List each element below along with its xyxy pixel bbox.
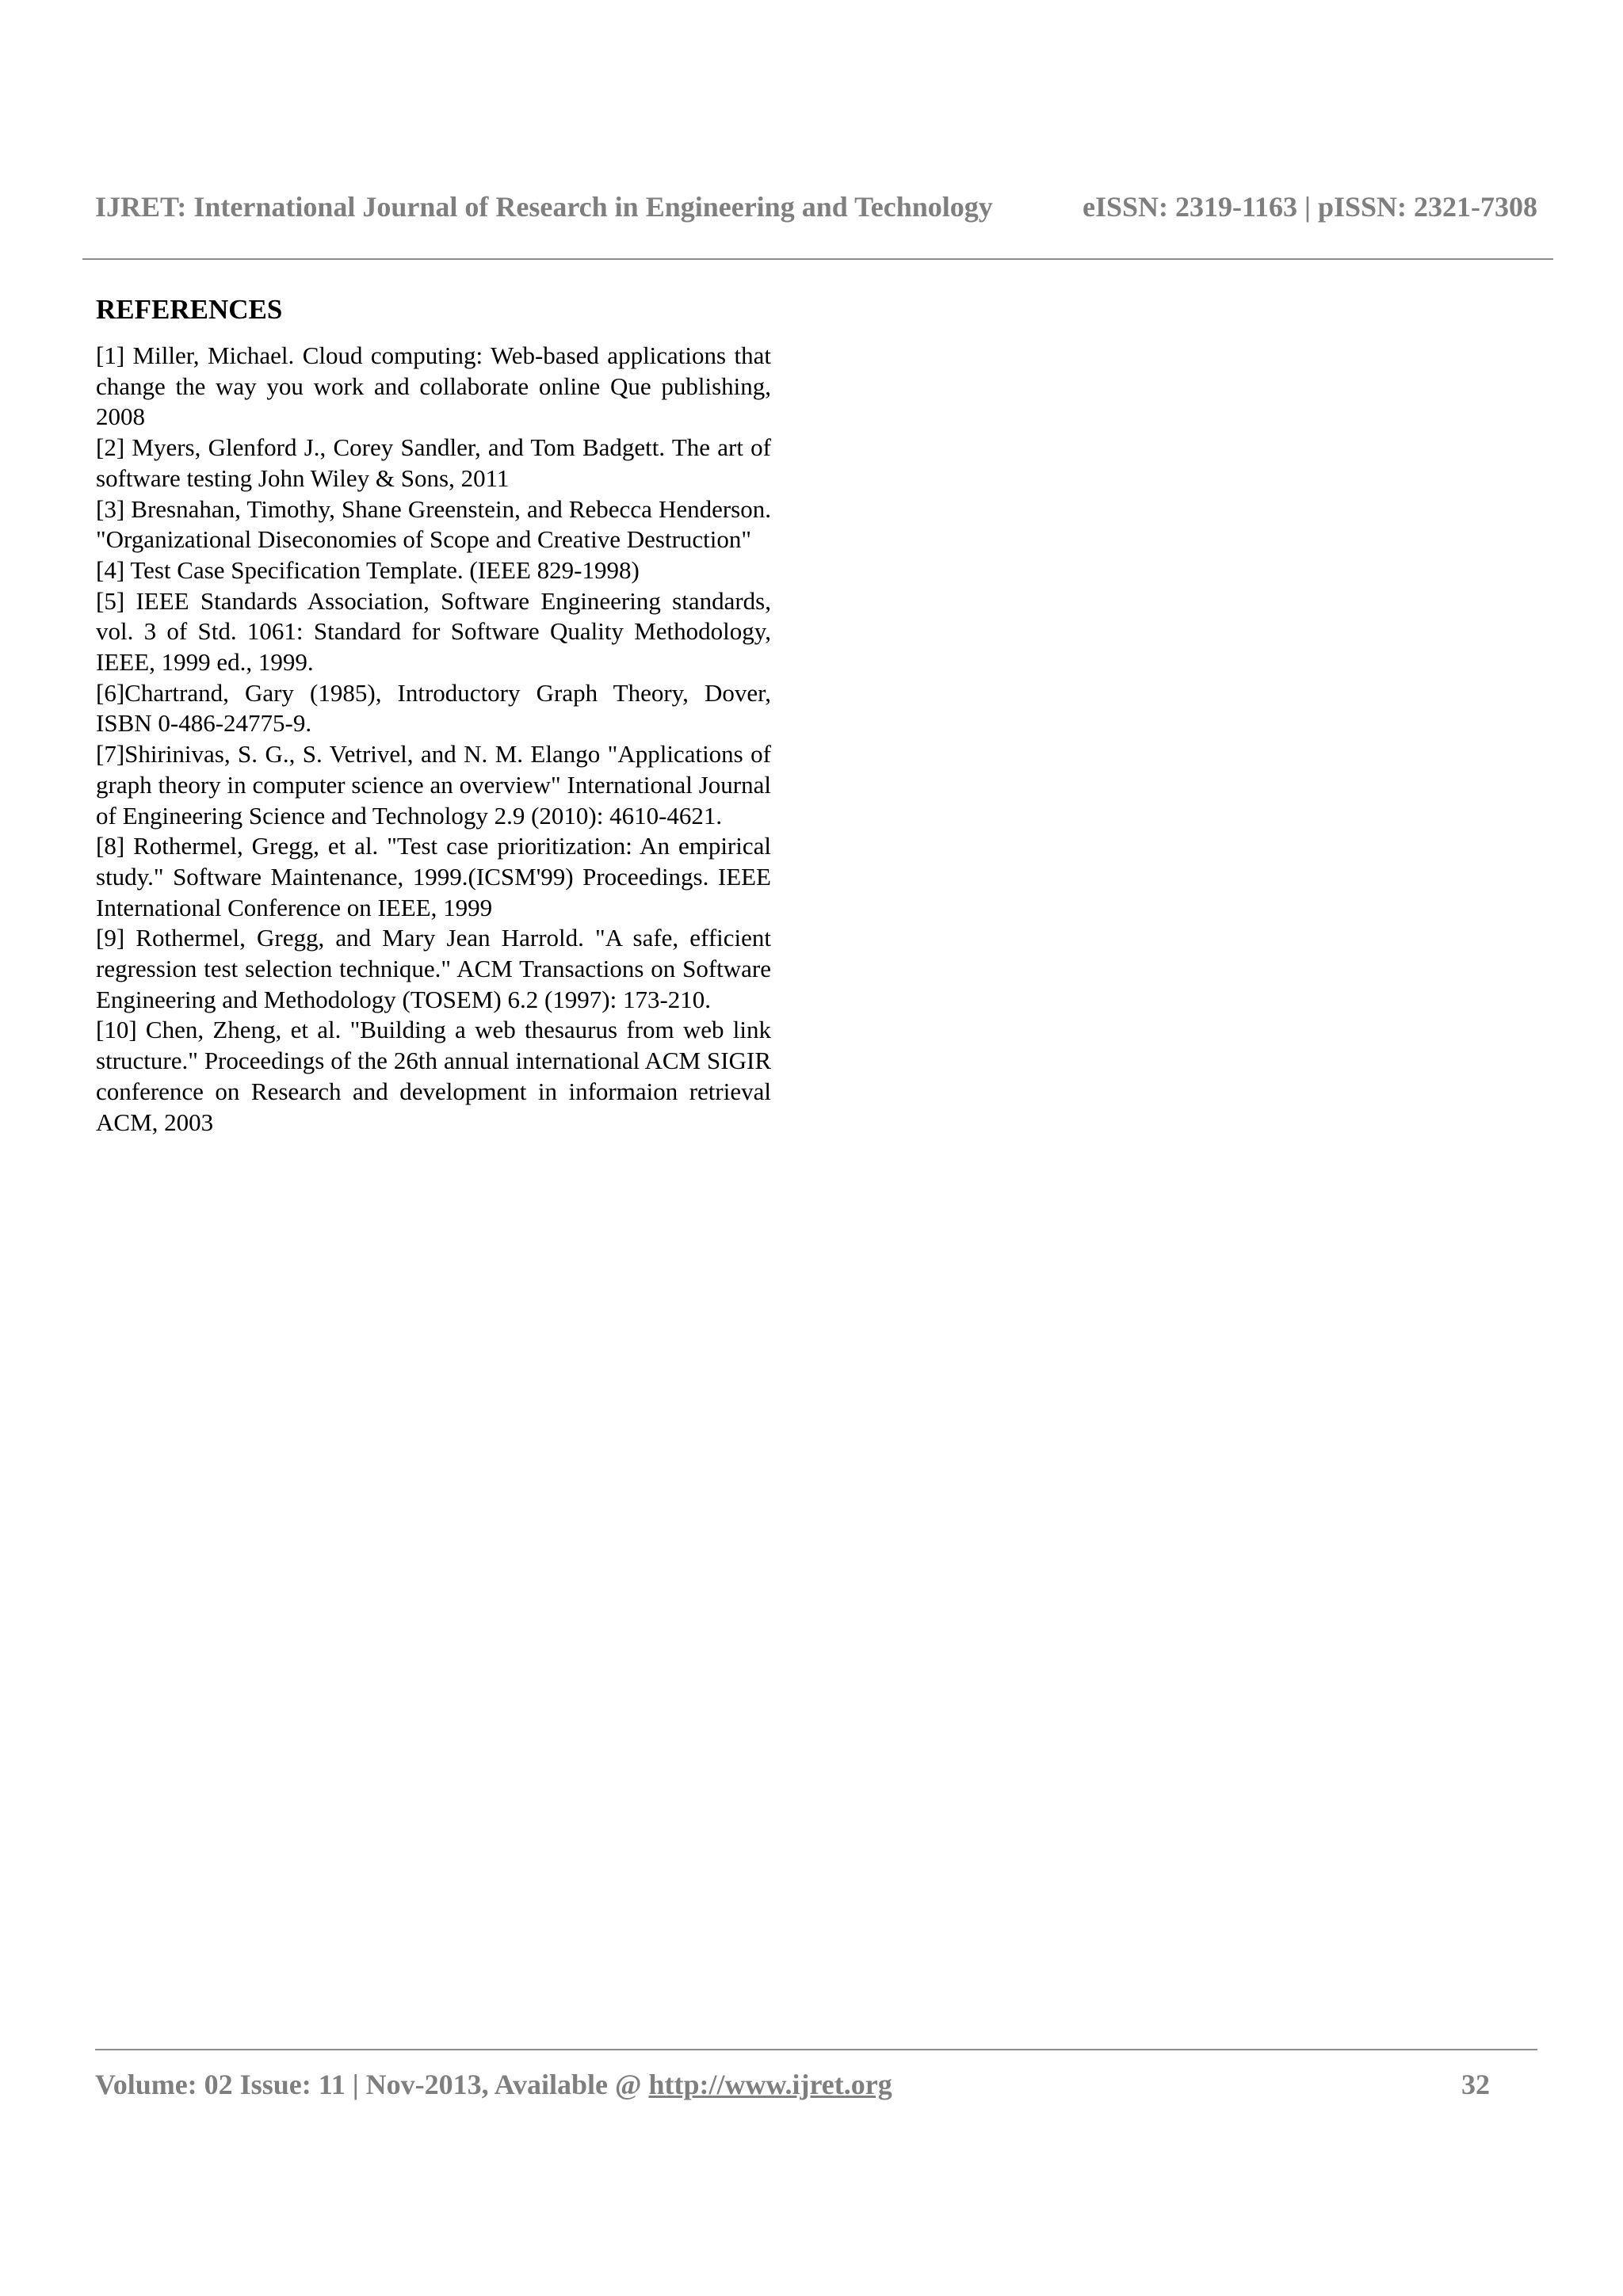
page-number: 32 [1461,2069,1490,2100]
reference-item-7: [7]Shirinivas, S. G., S. Vetrivel, and N. M. Elango "Applications of graph theory in computer science an overview" International Journal of Engineering Science and Technology 2.9 (2010): 4610-4621. [96,740,771,830]
journal-title: IJRET: International Journal of Research in Engineering and Technology [95,191,993,223]
journal-website-link[interactable]: http://www.ijret.org [648,2069,892,2100]
reference-item-10: [10] Chen, Zheng, et al. "Building a web thesaurus from web link structure." Proceedings of the 26th annual international ACM SIGIR conference on Research and development in informaion retrieval ACM, 2003 [96,1016,771,1136]
reference-item-5: [5] IEEE Standards Association, Software Engineering standards, vol. 3 of Std. 1061: Standard for Software Quality Methodology, IEEE, 1999 ed., 1999. [96,586,771,677]
reference-item-6: [6]Chartrand, Gary (1985), Introductory Graph Theory, Dover, ISBN 0-486-24775-9. [96,678,771,738]
footer-volume-info [95,2068,892,2101]
page-footer [95,2068,1490,2107]
footer-divider [95,2049,1537,2050]
issn-info: eISSN: 2319-1163 | pISSN: 2321-7308 [1083,191,1537,223]
reference-item-4: [4] Test Case Specification Template. (IEEE 829-1998) [96,555,640,584]
references-heading: REFERENCES [96,294,283,325]
reference-item-9: [9] Rothermel, Gregg, and Mary Jean Harrold. "A safe, efficient regression test selection technique." ACM Transactions on Software Engineering and Methodology (TOSEM) 6.2 (1997): 173-210. [96,924,771,1013]
references-section [96,293,771,1138]
page-header [95,190,1537,230]
reference-item-2: [2] Myers, Glenford J., Corey Sandler, and Tom Badgett. The art of software testing John Wiley & Sons, 2011 [96,433,771,492]
reference-list [96,341,771,1138]
reference-item-3: [3] Bresnahan, Timothy, Shane Greenstein, and Rebecca Henderson. "Organizational Diseconomies of Scope and Creative Destruction" [96,494,771,554]
reference-item-1: [1] Miller, Michael. Cloud computing: Web-based applications that change the way you work and collaborate online Que publishing, 2008 [96,341,771,431]
reference-item-8: [8] Rothermel, Gregg, et al. "Test case prioritization: An empirical study." Software Maintenance, 1999.(ICSM'99) Proceedings. IEEE International Conference on IEEE, 1999 [96,832,771,921]
header-divider [82,258,1553,260]
footer-volume-text: Volume: 02 Issue: 11 | Nov-2013, Available @ [95,2069,649,2100]
